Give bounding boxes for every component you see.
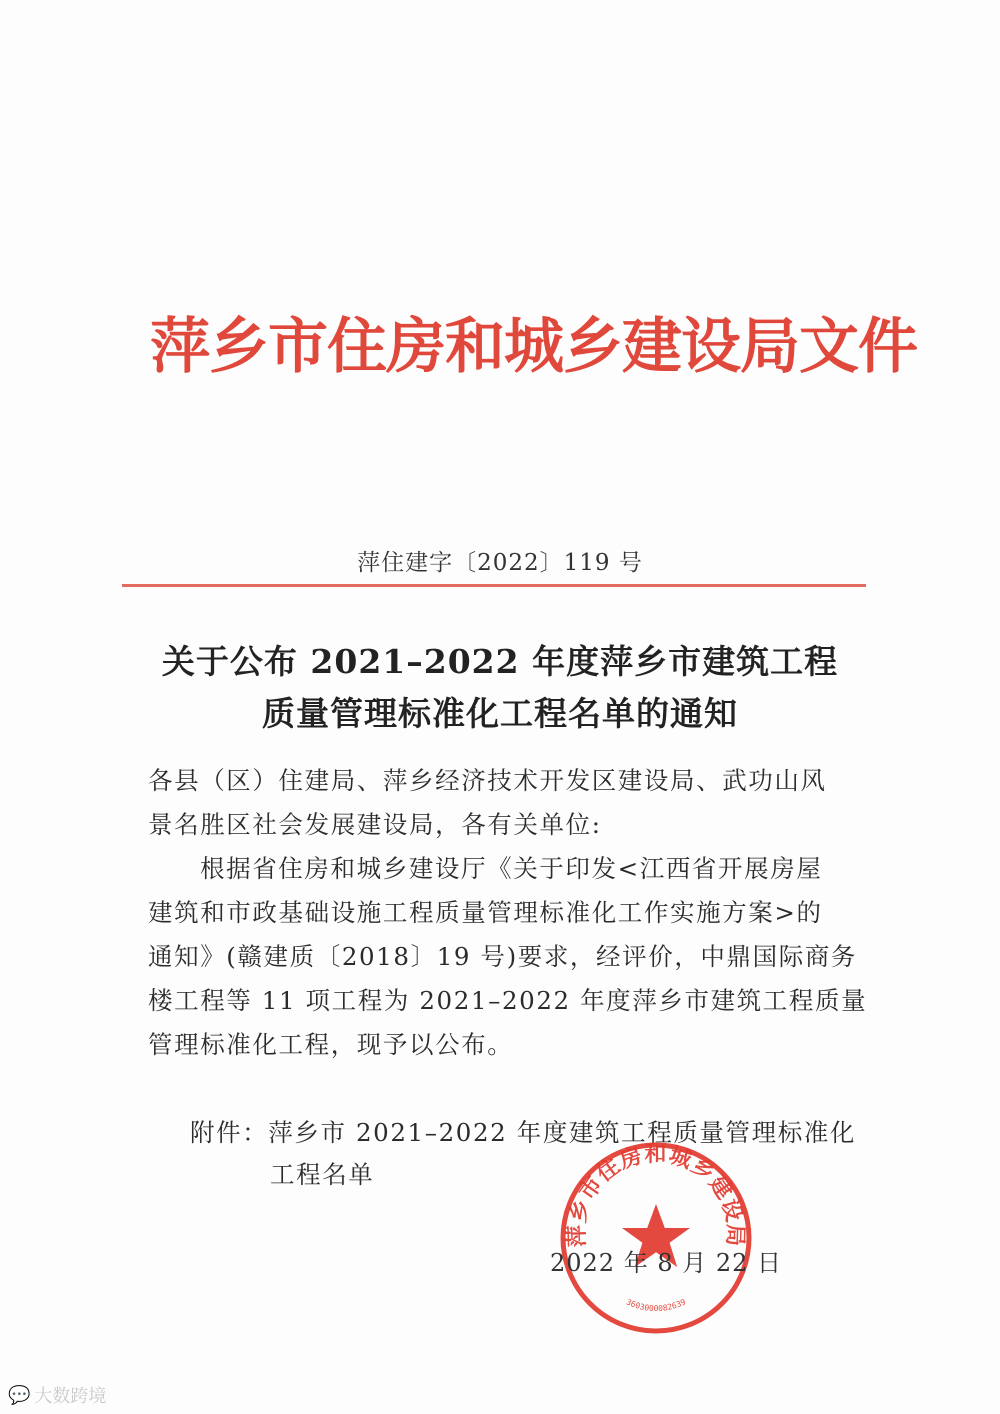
- watermark: [8, 1382, 106, 1408]
- issue-date: 2022 年 8 月 22 日: [550, 1249, 783, 1277]
- body-line-3: 通知》(赣建质〔2018〕19 号)要求，经评价，中鼎国际商务: [148, 942, 858, 971]
- org-heading: 萍乡市住房和城乡建设局文件: [150, 312, 917, 382]
- body-line-1: 根据省住房和城乡建设厅《关于印发<江西省开展房屋: [200, 854, 823, 883]
- attachment-line-2: 工程名单: [270, 1160, 375, 1189]
- svg-text:3603000082639: [625, 1297, 688, 1313]
- recipients-line-2: 景名胜区社会发展建设局，各有关单位:: [148, 810, 602, 839]
- chat-bubble-icon: 💬: [8, 1384, 31, 1406]
- watermark-text: 大数跨境: [34, 1386, 107, 1407]
- seal-text: 萍乡市住房和城乡建设局: [564, 1142, 748, 1248]
- official-seal: [556, 1138, 756, 1338]
- red-divider: [122, 584, 866, 587]
- body-line-4: 楼工程等 11 项工程为 2021–2022 年度萍乡市建筑工程质量: [148, 986, 868, 1015]
- notice-title-line-2: 质量管理标准化工程名单的通知: [262, 694, 738, 733]
- body-line-5: 管理标准化工程，现予以公布。: [148, 1030, 514, 1059]
- document-number: 萍住建字〔2022〕119 号: [357, 550, 643, 576]
- attachment-line-1: 附件：萍乡市 2021–2022 年度建筑工程质量管理标准化: [190, 1118, 857, 1147]
- body-line-2: 建筑和市政基础设施工程质量管理标准化工作实施方案>的: [148, 898, 823, 927]
- seal-code: 3603000082639: [624, 1297, 688, 1314]
- recipients-line-1: 各县（区）住建局、萍乡经济技术开发区建设局、武功山风: [148, 766, 827, 795]
- notice-title-line-1: 关于公布 2021–2022 年度萍乡市建筑工程: [161, 642, 839, 681]
